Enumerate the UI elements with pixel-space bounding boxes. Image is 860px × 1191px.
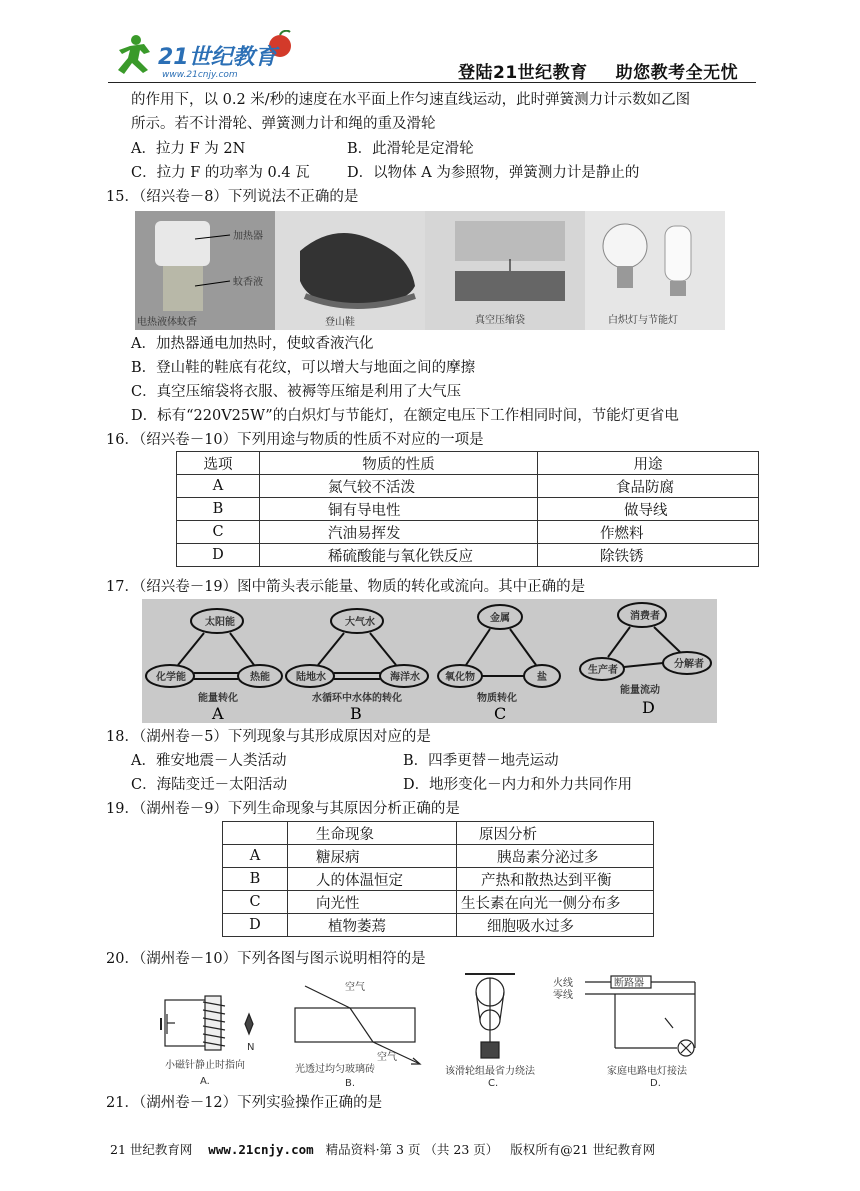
svg-text:空气: 空气 [377, 1052, 397, 1063]
q20-stem: 20．（湖州卷－10）下列各图与图示说明相符的是 [106, 951, 426, 967]
table-row [223, 845, 654, 868]
q20-diagram-a [161, 996, 254, 1087]
svg-text:陆地水: 陆地水 [296, 672, 326, 683]
table-cell: 糖尿病 [288, 845, 457, 868]
svg-text:A: A [212, 704, 224, 723]
runner-icon [118, 35, 150, 74]
q17-diagram-b [286, 609, 428, 723]
q18-option-d: D．地形变化－内力和外力共同作用 [403, 777, 633, 793]
table-cell: 生长素在向光一侧分布多 [457, 891, 654, 914]
table-cell [223, 822, 288, 845]
table-cell: 稀硫酸能与氧化铁反应 [260, 544, 538, 567]
svg-text:断路器: 断路器 [614, 978, 644, 989]
footer-url[interactable]: www.21cnjy.com [208, 1142, 314, 1157]
table-cell: 选项 [177, 452, 260, 475]
table-cell: 作燃料 [538, 521, 759, 544]
svg-text:C: C [494, 704, 507, 723]
svg-text:水循环中水体的转化: 水循环中水体的转化 [312, 693, 402, 704]
page-footer [110, 1140, 655, 1160]
svg-text:海洋水: 海洋水 [390, 672, 420, 683]
label-bulbs: 白炽灯与节能灯 [608, 315, 678, 326]
table-cell: C [177, 521, 260, 544]
table-cell: 向光性 [288, 891, 457, 914]
table-cell: 氮气较不活泼 [260, 475, 538, 498]
q18-stem: 18．（湖州卷－5）下列现象与其形成原因对应的是 [106, 729, 431, 745]
q16-table [176, 451, 759, 567]
table-cell: 食品防腐 [538, 475, 759, 498]
q20-diagram-d [553, 976, 695, 1089]
table-cell: 除铁锈 [538, 544, 759, 567]
svg-text:生产者: 生产者 [588, 665, 618, 676]
table-cell: D [223, 914, 288, 937]
table-cell: 胰岛素分泌过多 [457, 845, 654, 868]
table-header-row [223, 822, 654, 845]
q17-diagram-d [580, 603, 711, 717]
q17-stem: 17．（绍兴卷－19）图中箭头表示能量、物质的转化或流向。其中正确的是 [106, 579, 586, 595]
svg-text:物质转化: 物质转化 [477, 693, 517, 704]
q18-option-b: B．四季更替－地壳运动 [403, 753, 559, 769]
q19-stem: 19．（湖州卷－9）下列生命现象与其原因分析正确的是 [106, 801, 460, 817]
svg-text:该滑轮组最省力绕法: 该滑轮组最省力绕法 [445, 1066, 535, 1077]
table-header-row [177, 452, 759, 475]
svg-text:光透过均匀玻璃砖: 光透过均匀玻璃砖 [295, 1064, 375, 1075]
svg-text:小磁针静止时指向: 小磁针静止时指向 [165, 1060, 245, 1071]
label-vacuum-bag: 真空压缩袋 [475, 315, 525, 326]
slogan-right: 助您教考全无忧 [615, 63, 739, 83]
svg-text:火线: 火线 [553, 978, 573, 989]
q18-option-a: A．雅安地震－人类活动 [131, 753, 287, 769]
table-row [223, 891, 654, 914]
q15-option-c: C．真空压缩袋将衣服、被褥等压缩是利用了大气压 [131, 384, 462, 400]
svg-text:金属: 金属 [490, 613, 510, 624]
table-cell: 细胞吸水过多 [457, 914, 654, 937]
table-cell: D [177, 544, 260, 567]
table-cell: A [177, 475, 260, 498]
q14-option-d: D．以物体 A 为参照物，弹簧测力计是静止的 [347, 165, 640, 181]
table-cell: 铜有导电性 [260, 498, 538, 521]
header-slogan [458, 58, 738, 83]
logo-text: 21世纪教育 [158, 45, 277, 70]
svg-text:D: D [642, 698, 655, 717]
q18-option-c: C．海陆变迁－太阳活动 [131, 777, 288, 793]
table-row [177, 498, 759, 521]
table-cell: 植物萎蔫 [288, 914, 457, 937]
svg-text:B: B [350, 704, 362, 723]
q21-stem: 21．（湖州卷－12）下列实验操作正确的是 [106, 1095, 383, 1111]
footer-page: 精品资料·第 3 页 （共 23 页） [325, 1142, 499, 1157]
slogan-left: 登陆21世纪教育 [458, 63, 588, 83]
table-cell: B [223, 868, 288, 891]
table-cell: 生命现象 [288, 822, 457, 845]
svg-text:C.: C. [488, 1078, 499, 1089]
table-row [223, 914, 654, 937]
svg-text:大气水: 大气水 [345, 617, 375, 628]
q14-option-c: C．拉力 F 的功率为 0.4 瓦 [131, 165, 310, 181]
svg-text:分解者: 分解者 [674, 659, 704, 670]
footer-site: 21 世纪教育网 [110, 1142, 193, 1157]
q19-table [222, 821, 654, 937]
table-cell: 原因分析 [457, 822, 654, 845]
svg-text:D.: D. [650, 1078, 661, 1089]
svg-text:太阳能: 太阳能 [205, 617, 235, 628]
table-cell: 物质的性质 [260, 452, 538, 475]
svg-text:能量转化: 能量转化 [198, 693, 238, 704]
svg-text:B.: B. [345, 1078, 356, 1089]
table-row [177, 544, 759, 567]
q20-diagram-b [295, 980, 420, 1089]
q20-diagram-c [445, 974, 536, 1089]
table-row [177, 521, 759, 544]
svg-text:消费者: 消费者 [630, 611, 660, 622]
table-cell: 做导线 [538, 498, 759, 521]
svg-text:盐: 盐 [537, 672, 547, 683]
table-cell: 汽油易挥发 [260, 521, 538, 544]
label-liquid: 蚊香液 [233, 277, 263, 288]
footer-copyright: 版权所有@21 世纪教育网 [510, 1142, 656, 1157]
table-cell: A [223, 845, 288, 868]
q15-option-d: D．标有“220V25W”的白炽灯与节能灯，在额定电压下工作相同时间，节能灯更省电 [131, 408, 679, 424]
q16-stem: 16．（绍兴卷－10）下列用途与物质的性质不对应的一项是 [106, 432, 484, 448]
label-hiking-boot: 登山鞋 [325, 317, 355, 328]
q15-option-b: B．登山鞋的鞋底有花纹，可以增大与地面之间的摩擦 [131, 360, 476, 376]
table-cell: 人的体温恒定 [288, 868, 457, 891]
q20-diagram-strip [145, 968, 715, 1090]
q14-option-b: B．此滑轮是定滑轮 [347, 141, 474, 157]
q14-line2: 所示。若不计滑轮、弹簧测力计和绳的重及滑轮 [131, 116, 436, 132]
q15-photo-strip [135, 211, 725, 330]
svg-text:N: N [247, 1042, 255, 1053]
table-row [223, 868, 654, 891]
svg-text:A.: A. [200, 1076, 210, 1087]
q17-diagram-c [438, 605, 560, 723]
svg-text:能量流动: 能量流动 [620, 685, 660, 696]
svg-text:零线: 零线 [553, 990, 573, 1001]
svg-text:热能: 热能 [250, 672, 270, 683]
site-logo [110, 30, 310, 82]
label-mosquito-device: 电热液体蚊香 [137, 317, 197, 328]
q15-option-a: A．加热器通电加热时，使蚊香液汽化 [131, 336, 374, 352]
logo-url: www.21cnjy.com [162, 70, 238, 80]
table-row [177, 475, 759, 498]
q14-line1: 的作用下，以 0.2 米/秒的速度在水平面上作匀速直线运动，此时弹簧测力计示数如乙图 [131, 92, 691, 108]
svg-text:空气: 空气 [345, 982, 365, 993]
q17-diagram-a [146, 609, 282, 723]
header-divider [108, 82, 756, 83]
svg-text:氧化物: 氧化物 [445, 672, 475, 683]
table-cell: 产热和散热达到平衡 [457, 868, 654, 891]
table-cell: 用途 [538, 452, 759, 475]
q17-diagram-strip [142, 599, 717, 723]
table-cell: B [177, 498, 260, 521]
svg-text:家庭电路电灯接法: 家庭电路电灯接法 [607, 1066, 687, 1077]
q15-stem: 15．（绍兴卷－8）下列说法不正确的是 [106, 189, 359, 205]
label-heater: 加热器 [233, 231, 263, 242]
svg-text:化学能: 化学能 [156, 672, 186, 683]
table-cell: C [223, 891, 288, 914]
q14-option-a: A．拉力 F 为 2N [131, 141, 246, 157]
